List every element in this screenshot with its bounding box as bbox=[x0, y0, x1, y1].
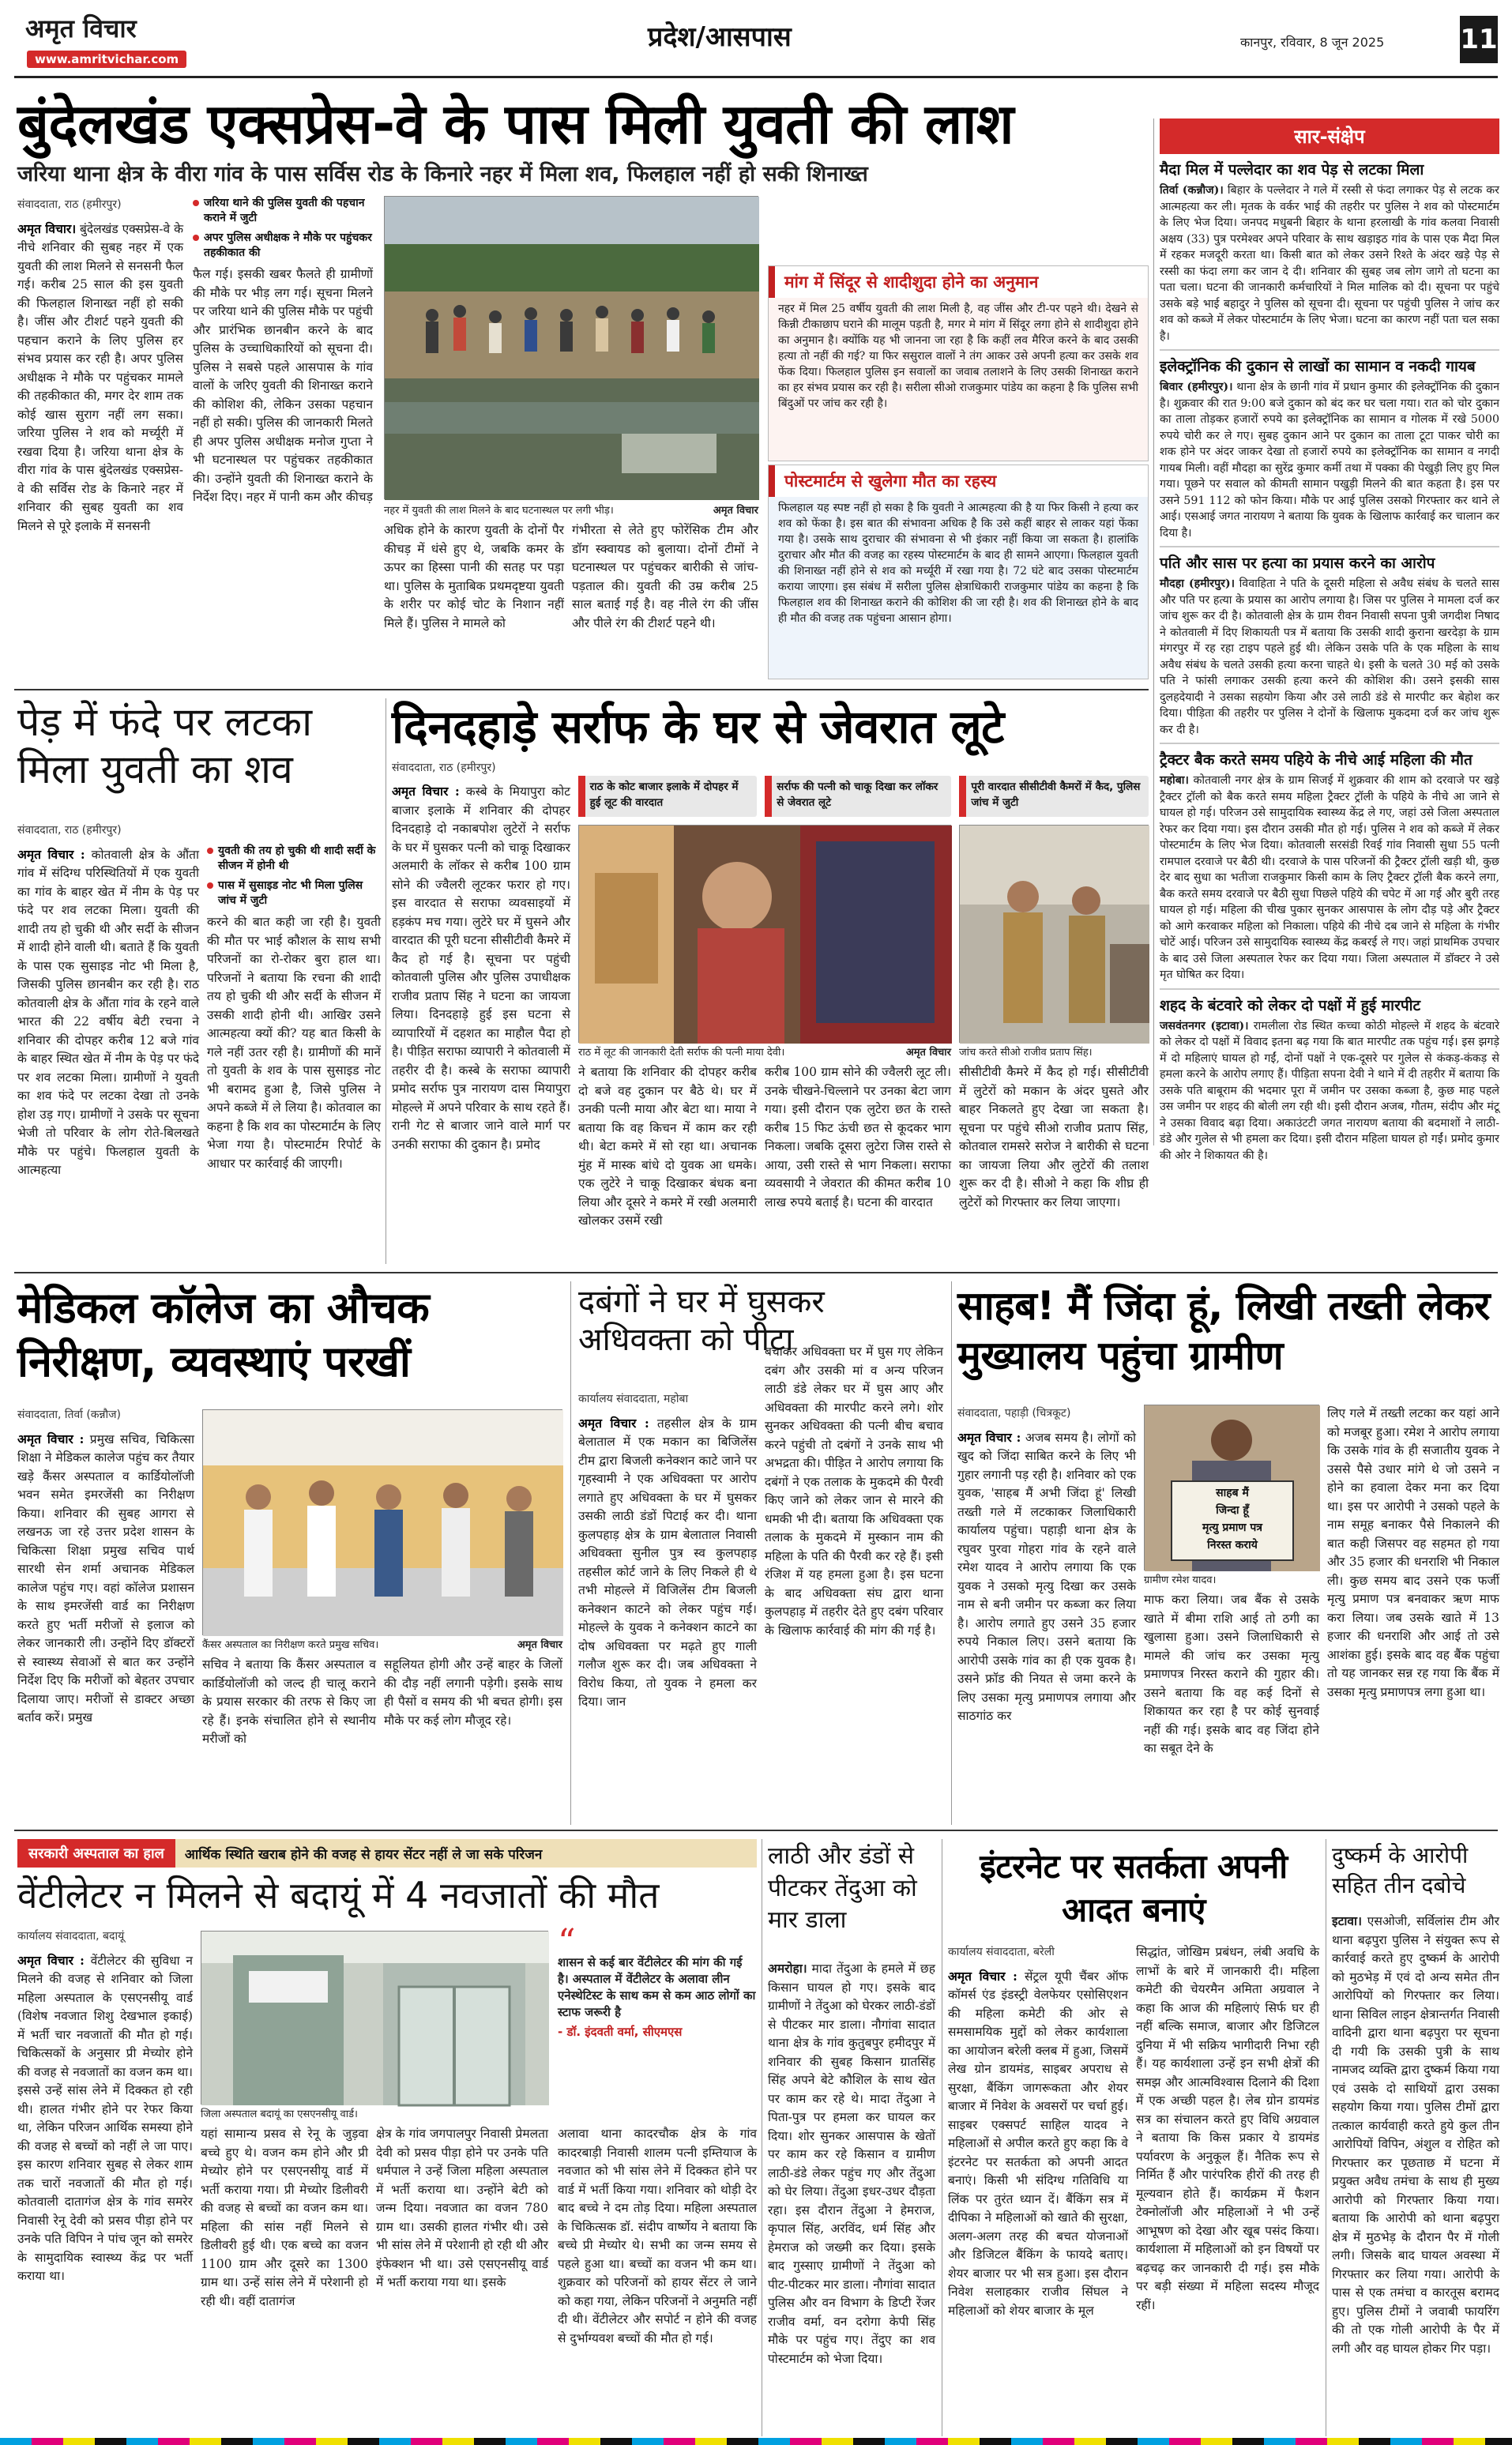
story8-headline: लाठी और डंडों से पीटकर तेंदुआ को मार डाला bbox=[768, 1842, 917, 1934]
sidebar-item-place: बिवार (हमीरपुर)। bbox=[1160, 381, 1233, 393]
story2-dateline: अमृत विचार : bbox=[17, 846, 85, 862]
story1-photo-credit: अमृत विचार bbox=[713, 505, 758, 517]
story2-text-1: कोतवाली क्षेत्र के औंता गांव में संदिग्ध परिस्थितियों में एक युवती का गांव के बाहर खेत में नीम के पेड़ पर फंदे पर शव लटका मिला। युवती की शादी तय हो चुकी थी और सर्दी के सीजन में शादी होने वाली थी। बताते हैं कि युवती के पास एक सुसाइड नोट भी मिला है, जिसकी पुलिस छानबीन कर रही है। राठ कोतवाली क्षेत्र के औंता गांव के रहने वाले भारत की 22 वर्षीय बेटी रचना ने शनिवार की दोपहर करीब 12 बजे गांव के बाहर स्थित खेत में नीम के पेड़ पर फंदे पर शव लटका मिला। ग्रामीणों ने युवती का शव फंदे पर लटका देखा तो उनके होश उड़ गए। ग्रामीणों ने उसके पर सूचना भेजी तो परिवार के लोग रोते-बिलखते मौके पर पहुंचे। फिलहाल युवती के आत्महत्या bbox=[17, 847, 199, 1177]
story5-byline: कार्यालय संवाददाता, महोबा bbox=[578, 1393, 689, 1405]
story5-text-1: तहसील क्षेत्र के ग्राम बेलाताल में एक मकान का बिजिलेंस टीम द्वारा बिजली कनेक्शन काटे जाने पर गृहस्वामी ने एक अधिवक्ता पर आरोप लगाते हुए अधिवक्ता के घर में घुसकर उसकी लाठी डंडों पिटाई कर दी। थाना कुलपहाड़ क्षेत्र के ग्राम बेलाताल निवासी अधिवक्ता सुनील पुत्र स्व कुलपहाड़ तहसील कोर्ट जाने के लिए निकले ही थे तभी मोहल्ले में विजिलेंस टीम बिजली कनेक्शन काटने को लेकर पहुंच गई। मोहल्ले के युवक ने कनेक्शन काटने का दोष अधिवक्ता पर मढ़ते हुए गाली गलौज शुरू कर दी। जब अधिवक्ता ने विरोध किया, तो युवक ने हमला कर दिया। जान bbox=[578, 1416, 757, 1709]
story7-col4: अलावा थाना कादरचौक क्षेत्र के गांव कादरबाड़ी निवासी शालम पत्नी इम्तियाज के नवजात को भी सांस लेने में दिक्कत होने पर वार्ड में भर्ती किया गया। शनिवार को थोड़ी देर बाद बच्चे ने दम तोड़ दिया। महिला अस्पताल के चिकित्सक डॉ. संदीप वार्ष्णेय ने बताया कि बच्चे प्री मेच्योर थे। सभी का जन्म समय से पहले हुआ था। बच्चों का वजन भी कम था। शुक्रवार को परिजनों को हायर सेंटर ले जाने को कहा गया, लेकिन परिजनों ने अनुमति नहीं दी थी। वेंटीलेटर और सपोर्ट न होने की वजह से दुर्भाग्यवश बच्चों की मौत हो गई। bbox=[558, 2127, 757, 2345]
story9-col2: सिद्धांत, जोखिम प्रबंधन, लंबी अवधि के लाभों के बारे में जानकारी दी। महिला कमेटी की चेयरमैन अमिता अग्रवाल ने कहा कि आज की महिलाएं सिर्फ घर ही नहीं बल्कि समाज, बाजार और डिजिटल दुनिया में भी सक्रिय भागीदारी निभा रही हैं। यह कार्यशाला उन्हें इन सभी क्षेत्रों की समझ और आत्मविश्वास दिलाने की दिशा में एक अच्छी पहल है। लेब ग्रोन डायमंड सत्र का संचालन करते हुए विधि अग्रवाल ने बताया कि किस प्रकार ये डायमंड पर्यावरण के अनुकूल हैं। नैतिक रूप से निर्मित हैं और पारंपरिक हीरों की तरह ही मूल्यवान होते हैं। कार्यक्रम में फैशन टेक्नोलॉजी और महिलाओं ने भी उन्हें आभूषण को देखा और खूब पसंद किया। कार्यशाला में महिलाओं को इन विषयों पर बढ़चढ़ कर जानकारी दी गई। इस मौके पर बड़ी संख्या में महिला सदस्य मौजूद रहीं। bbox=[1136, 1945, 1319, 2312]
page-number: 11 bbox=[1460, 16, 1498, 63]
sidebar-item bbox=[1160, 160, 1499, 344]
sidebar-title: सार-संक्षेप bbox=[1160, 118, 1499, 154]
story7-headline: वेंटीलेटर न मिलने से बदायूं में 4 नवजातों की मौत bbox=[17, 1874, 660, 1917]
story6-col3: लिए गले में तख्ती लटका कर यहां आने को मजबूर हुआ। रमेश ने आरोप लगाया कि उसके गांव के ही सजातीय युवक ने उससे पैसे उधार मांगे थे जो उसने न होने का हवाला देकर मना कर दिया था। इस पर आरोपी ने उसको पहले के नाम समूह बनाकर पैसे निकालने की बात कही जिसपर वह सहमत हो गया और 35 हजार की धनराशि भी निकाल ली। कुछ समय बाद उसने एक फर्जी मृत्यु प्रमाण पत्र बनवाकर ऋण माफ करा लिया। जब उसके खाते में 13 हजार की धनराशि और आई तो उसे आशंका हुई। इसके बाद वह बैंक पहुंचा तो यह जानकर सन्न रह गया कि बैंक में उसका मृत्यु प्रमाणपत्र लगा हुआ था। bbox=[1327, 1406, 1499, 1699]
story4-divider bbox=[570, 1281, 571, 1825]
story6-dateline: अमृत विचार : bbox=[957, 1429, 1021, 1445]
story3-byline: संवाददाता, राठ (हमीरपुर) bbox=[392, 762, 496, 774]
story2-col1 bbox=[17, 822, 199, 1264]
story1-caption-text: नहर में युवती की लाश मिलने के बाद घटनास्थल पर लगी भीड़। bbox=[384, 505, 614, 517]
story5-divider bbox=[951, 1281, 952, 1825]
story2-bullet: युवती की तय हो चुकी थी शादी सर्दी के सीजन में होनी थी bbox=[207, 844, 381, 874]
sidebar-item-title: शहद के बंटवारे को लेकर दो पक्षों में हुई मारपीट bbox=[1160, 996, 1421, 1014]
story7-byline: कार्यालय संवाददाता, बदायूं bbox=[17, 1930, 125, 1943]
sidebar-item-place: महोबा। bbox=[1160, 774, 1189, 787]
story6-byline: संवाददाता, पहाड़ी (चित्रकूट) bbox=[957, 1407, 1071, 1420]
story7-col1 bbox=[17, 1928, 193, 2433]
sidebar-item-place: तिर्वा (कन्नौज)। bbox=[1160, 184, 1224, 197]
story1-box-sindoor bbox=[768, 265, 1149, 461]
sidebar-item-text: थाना क्षेत्र के छानी गांव में प्रधान कुमार की इलेक्ट्रॉनिक की दुकान है। शुक्रवार की रात 9:00 बजे दुकान को बंद कर घर चला गया। रात को चोर दुकान का ताला तोड़कर हजारों रुपये का इलेक्ट्रॉनिक का सामान व गोलक में रखे 5000 रुपये चोरी कर ले गए। सुबह दुकान आने पर दुकान का ताला टूटा पाकर चोरी का शक होने पर अंदर जाकर देखा तो हजारों रुपये का इलेक्ट्रॉनिक का सामान व नगदी गायब मिली। वहीं मौदहा का सुरेंद्र कुमार कर्मी तथा में पक्का की पेखुड़ी लिए हुए मिल गया। पूछने पर सवाल को कीमती सामान पखुड़ी मिलने की बात कहता है। इस पर उसने 591 112 को फोन किया। मौके पर आई पुलिस उसको गिरफ्तार कर थाने ले आई। एसआई जगत नारायण ने बताया कि युवक के खिलाफ कार्रवाई कर चालान कर दिया है। bbox=[1160, 381, 1499, 540]
section-title: प्रदेश/आसपास bbox=[648, 21, 792, 53]
sidebar-item-title: पति और सास पर हत्या का प्रयास करने का आरोप bbox=[1160, 555, 1435, 572]
story3-col4: सीसीटीवी कैमरे में कैद हो गई। सीसीटीवी में लुटेरों को मकान के अंदर घुसते और बाहर निकलते हुए देखा जा सकता है। सूचना पर पहुंचे सीओ राजीव प्रताप सिंह, कोतवाल रामसरे सरोज ने बारीकी से घटना का जायजा लिया और लुटेरों की तलाश शुरू कर दी है। सीओ ने कहा कि शीघ्र ही लुटेरों को गिरफ्तार कर लिया जाएगा। bbox=[959, 1065, 1149, 1209]
box-postmortem-title: पोस्टमार्टम से खुलेगा मौत का रहस्य bbox=[769, 465, 1148, 497]
quote-mark-icon: “ bbox=[558, 1922, 576, 1962]
sidebar-item-title: ट्रैक्टर बैक करते समय पहिये के नीचे आई महिला की मौत bbox=[1160, 751, 1473, 769]
story6-headline: साहब! मैं जिंदा हूं, लिखी तख्ती लेकर मुख्यालय पहुंचा ग्रामीण bbox=[957, 1283, 1490, 1379]
story1-photo bbox=[384, 196, 758, 499]
sidebar-item bbox=[1160, 357, 1499, 541]
story1-subhead: जरिया थाना क्षेत्र के वीरा गांव के पास सर्विस रोड के किनारे नहर में मिला शव, फिलहाल नहीं हो सकी शिनाख्त bbox=[17, 162, 868, 186]
story7-kicker2: आर्थिक स्थिति खराब होने की वजह से हायर सेंटर नहीं ले जा सके परिजन bbox=[175, 1839, 757, 1868]
quote-text: शासन से कई बार वेंटीलेटर की मांग की गई है। अस्पताल में वेंटीलेटर के अलावा लीन एनेस्थेटिस्ट के साथ कम से कम आठ लोगों का स्टाफ जरूरी है bbox=[558, 1955, 756, 2019]
story2-text-2: करने की बात कही जा रही है। युवती की मौत पर भाई कौशल के साथ सभी परिजनों का रो-रोकर बुरा हाल था। परिजनों ने बताया कि रचना की शादी तय हो चुकी थी और सर्दी के सीजन में उसकी शादी होनी थी। आखिर उसने आत्महत्या क्यों की? यह बात किसी के गले नहीं उतर रही है। ग्रामीणों की मानें तो युवती के शव के पास सुसाइड नोट भी बरामद हुआ है, जिसे पुलिस ने अपने कब्जे में ले लिया है। कोतवाल का कहना है कि शव का पोस्टमार्टम के लिए भेजा गया है। पोस्टमार्टम रिपोर्ट के आधार पर कार्रवाई की जाएगी। bbox=[207, 915, 381, 1171]
story5-col1 bbox=[578, 1390, 757, 1823]
box-sindoor-title: मांग में सिंदूर से शादीशुदा होने का अनुमान bbox=[769, 266, 1148, 298]
sidebar-item-text: विवाहिता ने पति के दूसरी महिला से अवैध संबंध के चलते सास और पति पर हत्या के प्रयास का आरोप लगाया है। जिस पर पुलिस ने मामला दर्ज कर जांच शुरू कर दी है। कोतवाली क्षेत्र के ग्राम रीवन निवासी सपना पुत्री जगदीश निषाद ने कोतवाली में दिए शिकायती पत्र में बताया कि उसकी शादी कुराना खरदेड़ा के ग्राम मंगरपुर में रह रहा टाइप पहले हुई थी। लेकिन उसके पति के एक महिला के साथ अवैध संबंध के चलते उसकी हत्या करना चाहते थे। इसी के चलते 30 मई को उसके पति ने फांसी लगाकर उसकी हत्या करने की कोशिश की। उसने इसकी सास दुलहदेयादी ने उसका सहयोग किया और उसे लाठी डंडे से मारपीट कर बेहोश कर दिया। पीड़िता की तहरीर पर पुलिस ने दोनों के खिलाफ मुकदमा दर्ज कर जांच शुरू कर दी है। bbox=[1160, 577, 1500, 736]
story1-dateline: अमृत विचार। bbox=[17, 220, 77, 236]
story6-col1 bbox=[957, 1405, 1136, 1823]
story3-col2: ने बताया कि शनिवार की दोपहर करीब दो बजे वह दुकान पर बैठे थे। घर में उनकी पत्नी माया और बेटा था। माया ने बताया कि वह किचन में काम कर रही थी। बेटा कमरे में सो रहा था। अचानक मुंह में मास्क बांधे दो युवक आ धमके। एक लुटेरे ने चाकू दिखाकर बंधक बना लिया और दूसरे ने कमरे में रखी अलमारी खोलकर उसमें रखी bbox=[578, 1065, 757, 1228]
story7-dateline: अमृत विचार : bbox=[17, 1952, 85, 1968]
sidebar-item-title: इलेक्ट्रॉनिक की दुकान से लाखों का सामान व नकदी गायब bbox=[1160, 358, 1476, 375]
sidebar-item-text: कोतवाली नगर क्षेत्र के ग्राम सिजई में शुक्रवार की शाम को दरवाजे पर खड़े ट्रैक्टर ट्रॉली को बैक करते समय महिला ट्रैक्टर ट्रॉली के पहिये के नीचे आ जाने से घायल हो गई। परिजन उसे सामुदायिक स्वास्थ्य केंद्र ले गए, जहां उसे जिला अस्पताल रेफर कर दिया गया। इस दौरान उसकी मौत हो गई। पुलिस ने शव को कब्जे में लेकर पोस्टमार्टम के लिए भेज दिया। कोतवाली सरसंडी रिवई गांव निवासी सुधा 55 पत्नी रामपाल दरवाजे पर बैठी थी। दरवाजे के पास परिजनों की ट्रैक्टर ट्रॉली खड़ी थी, कुछ देर बाद सुधा का भतीजा राजकुमार किसी काम के लिए ट्रैक्टर ट्रॉली बैक करने लगा, बैक करते समय दरवाजे पर बैठी सुधा पिछले पहिये की चपेट में आ गई और बुरी तरह घायल हो गई। महिला की चीख पुकार सुनकर आसपास के लोग दौड़ पड़े और ट्रैक्टर को आगे करवाकर महिला को निकाला। पहिये की नीचे दब जाने से महिला के गंभीर चोटें आई। परिजन उसे सामुदायिक स्वास्थ्य केंद्र कबरई ले गए। जहां प्राथमिक उपचार के बाद उसे जिला अस्पताल रेफर कर दिया गया। जिला अस्पताल में डॉक्टर ने उसे मृत घोषित कर दिया। bbox=[1160, 774, 1499, 981]
story3-headline: दिनदहाड़े सर्राफ के घर से जेवरात लूटे bbox=[392, 700, 1004, 754]
story10-headline: दुष्कर्म के आरोपी सहित तीन दबोचे bbox=[1332, 1842, 1469, 1898]
story9-byline: कार्यालय संवाददाता, बरेली bbox=[948, 1946, 1055, 1958]
story3-tag-text: सर्राफ की पत्नी को चाकू दिखा कर लॉकर से जेवरात लूटे bbox=[777, 781, 938, 809]
story7-col2: यहां सामान्य प्रसव से रेनू के जुड़वा बच्चे हुए थे। वजन कम होने और प्री मेच्योर होने पर एसएनसीयू वार्ड में भर्ती कराया गया। प्री मेच्योर डिलीवरी की वजह से बच्चों का वजन कम था। महिला की सांस नहीं मिलने से डिलीवरी हुई थी। एक बच्चे का वजन 1100 ग्राम और दूसरे का 1300 ग्राम था। उन्हें सांस लेने में परेशानी हो रही थी। वहीं दातागंज bbox=[201, 2127, 368, 2308]
jewelry-theft-photo bbox=[579, 826, 952, 1044]
story1-bullets bbox=[193, 196, 373, 261]
story3-caption1-text: राठ में लूट की जानकारी देती सर्राफ की पत्नी माया देवी। bbox=[578, 1047, 785, 1059]
story9-text-1: सेंट्रल यूपी चैंबर ऑफ कॉमर्स एंड इंडस्ट्री वेलफेयर एसोसिएशन की महिला कमेटी की ओर से समसामयिक मुद्दों को लेकर कार्यशाला का आयोजन बरेली क्लब में हुआ, जिसमें लेख ग्रोन डायमंड, साइबर अपराध से सुरक्षा, बैंकिंग जागरूकता और शेयर बाजार में निवेश के अवसरों पर चर्चा हुई। साइबर एक्सपर्ट साहिल यादव ने महिलाओं से अपील करते हुए कहा कि वे इंटरनेट पर सतर्कता को अपनी आदत बनाएं। किसी भी संदिग्ध गतिविधि या लिंक पर तुरंत ध्यान दें। बैंकिंग सत्र में दीपिका ने महिलाओं को खाते की सुरक्षा, अलग-अलग तरह की बचत योजनाओं और डिजिटल बैंकिंग के फायदे बताए। शेयर बाजार पर भी सत्र हुआ। इस दौरान निवेश सलाहकार राजीव सिंघल ने महिलाओं को शेयर बाजार के मूल bbox=[948, 1969, 1128, 2318]
story6-text-1: अजब समय है। लोगों को खुद को जिंदा साबित करने के लिए भी गुहार लगानी पड़ रही है। शनिवार को एक युवक, 'साहब मैं अभी जिंदा हूं' लिखी तख्ती गले में लटकाकर जिलाधिकारी कार्यालय पहुंचा। पहाड़ी थाना क्षेत्र के रघुवर पुरवा गोहरा गांव के रहने वाले रमेश यादव ने आरोप लगाया कि एक युवक ने उसको मृत्यु दिखा कर उसके नाम से बनी जमीन पर कब्जा कर लिया है। आरोप लगाते हुए उसने 35 हजार रुपये निकाल लिए। उसने बताया कि आरोपी उसके गांव का ही एक युवक है। उसने फ्रॉड की नियत से जमा करने के लिए उसका मृत्यु प्रमाणपत्र लगाया और साठगांठ कर bbox=[957, 1430, 1136, 1723]
story2-bullets bbox=[207, 844, 381, 908]
sidebar-item-text: बिहार के पल्लेदार ने गले में रस्सी से फंदा लगाकर पेड़ से लटक कर आत्महत्या कर ली। मृतक के वर्कर भाई की तहरीर पर पुलिस ने शव को पोस्टमार्टम के लिए भेज दिया। जनपद मधुबनी बिहार के थाना हरलाखी के गांव कलवा निवासी अक्षय (33) पुत्र परमेश्वर अपने परिवार के साथ खड़ाइठ गांव के पास एक मैदा मिल में रहकर मजदूरी करता था। किसी बात को लेकर उसने रिश्ते के अंदर खड़े पेड़ से रस्सी का फंदा लगा कर जान दे दी। शनिवार की सुबह जब लोग जागे तो घटना का पता चला। घटना की जानकारी कर्मचारियों ने मिल मालिक को दी। सूचना पर पहुंचे उसके बड़े भाई बहादुर ने पुलिस को सूचना दी। सूचना पर पहुंची पुलिस ने जांच कर शव को कब्जे में लेकर पोस्टमार्टम के लिए भेजा। घटना का कारण नहीं पता चल सका है। bbox=[1160, 184, 1499, 343]
header-rule bbox=[14, 76, 1498, 78]
story3-dateline: अमृत विचार : bbox=[392, 784, 460, 799]
story1-col4: गंभीरता से लेते हुए फोरेंसिक टीम और डॉग स्क्वायड को बुलाया। दोनों टीमों ने घटनास्थल पर पहुंचकर बारीकी से जांच-पड़ताल की। युवती की उम्र करीब 25 साल बताई गई है। वह नीले रंग की जींस और पीले रंग की टीशर्ट पहने थी। bbox=[572, 523, 758, 630]
sidebar bbox=[1160, 118, 1500, 1162]
story3-caption1 bbox=[578, 1044, 951, 1059]
placard-line: साहब मैं bbox=[1216, 1487, 1249, 1499]
sidebar-divider bbox=[1153, 118, 1154, 1145]
story9-dateline: अमृत विचार : bbox=[948, 1968, 1017, 1984]
story3-tag-text: पूरी वारदात सीसीटीवी कैमरों में कैद, पुलिस जांच में जुटी bbox=[971, 781, 1141, 809]
placard-line: मृत्यु प्रमाण पत्र bbox=[1202, 1522, 1263, 1534]
story5-headline-line2: अधिवक्ता को पीटा bbox=[578, 1322, 794, 1358]
story4-credit: अमृत विचार bbox=[517, 1639, 562, 1651]
row-rule bbox=[14, 689, 1149, 690]
story3-tag bbox=[578, 776, 757, 817]
logo: अमृत विचार bbox=[25, 13, 137, 43]
issue-date: कानपुर, रविवार, 8 जून 2025 bbox=[1240, 35, 1385, 50]
story3-photo-victim bbox=[578, 825, 951, 1043]
story8-place: अमरोहा। bbox=[768, 1961, 807, 1976]
story3-credit1: अमृत विचार bbox=[905, 1047, 951, 1059]
story9-col1 bbox=[948, 1943, 1128, 2433]
story5-headline-line1: दबंगों ने घर में घुसकर bbox=[578, 1284, 825, 1320]
story10-text-body: एसओजी, सर्विलांस टीम और थाना बढ़पुरा पुलिस ने संयुक्त रूप से कार्रवाई करते हुए दुष्कर्म के आरोपी को मुठभेड़ में एवं दो अन्य समेत तीन आरोपियों को गिरफ्तार कर लिया। थाना सिविल लाइन क्षेत्रान्तर्गत निवासी वादिनी द्वारा थाना बढ़पुरा पर सूचना दी गयी कि उसकी पुत्री के साथ नामजद व्यक्ति द्वारा दुष्कर्म किया गया एवं उसके दो साथियों द्वारा उसका सहयोग किया गया। पुलिस टीमों द्वारा तत्काल कार्यवाही करते हुये कुल तीन आरोपियों विपिन, अंशुल व रोहित को गिरफ्तार कर पूछताछ में घटना में प्रयुक्त अवैध तमंचा के साथ ही मुख्य आरोपी को गिरफ्तार किया गया। बताया कि आरोपी को थाना बढ़पुरा क्षेत्र में मुठभेड़ के दौरान पैर में गोली लगी। जिसके बाद घायल अवस्था में गिरफ्तार कर लिया गया। आरोपी के पास से एक तमंचा व कारतूस बरामद हुए। पुलिस टीमों ने जवाबी फायरिंग की तो एक गोली आरोपी के पैर में लगी और वह घायल होकर गिर पड़ा। bbox=[1332, 1914, 1499, 2356]
story10-place: इटावा। bbox=[1332, 1913, 1362, 1928]
story3-tag bbox=[959, 776, 1149, 817]
placard-line: जिन्दा हूँ bbox=[1216, 1504, 1249, 1517]
story4-col1 bbox=[17, 1406, 194, 1817]
story1-col1 bbox=[17, 196, 183, 678]
story4-dateline: अमृत विचार : bbox=[17, 1431, 85, 1446]
sidebar-item bbox=[1160, 996, 1499, 1164]
story1-col3: अधिक होने के कारण युवती के दोनों पैर कीचड़ में धंसे हुए थे, जबकि कमर के ऊपर का हिस्सा पानी की सतह पर पड़ा था। पुलिस के मुताबिक प्रथमदृष्टया युवती के शरीर पर कोई चोट के निशान नहीं मिले हैं। पुलिस ने मामले को bbox=[384, 523, 564, 630]
story3-text-1: कस्बे के मियापुरा कोट बाजार इलाके में शनिवार की दोपहर दिनदहाड़े दो नकाबपोश लुटेरों ने सर्राफ के घर में घुसकर पत्नी को चाकू दिखाकर अलमारी के लॉकर से करीब 100 ग्राम सोने की ज्वैलरी लूटकर फरार हो गए। इस वारदात से सराफा व्यवसाइयों में हड़कंप मच गया। लुटेरे घर में घुसने और वारदात की पूरी घटना सीसीटीवी कैमरे में कैद हो गई है। सूचना पर पहुंची कोतवाली पुलिस और पुलिस उपाधीक्षक राजीव प्रताप सिंह ने घटना का जायजा लिया। दिनदहाड़े हुई इस घटना से व्यापारियों में दहशत का माहौल पैदा हो है। पीड़ित सराफा व्यापारी ने कोतवाली में तहरीर दी है। कस्बे के सराफा व्यापारी प्रमोद सर्राफ पुत्र नारायण दास मियापुरा मोहल्ले में अपने परिवार के साथ रहते हैं। रानी गेट से बाजार जाने वाले मार्ग पर उनकी सराफा की दुकान है। प्रमोद bbox=[392, 784, 570, 1152]
story7-caption: जिला अस्पताल बदायूं का एसएनसीयू वार्ड। bbox=[201, 2108, 358, 2120]
story4-col3: सहूलियत होगी और उन्हें बाहर के जिलों की दौड़ नहीं लगानी पड़ेगी। इसके साथ ही पैसों व समय की भी बचत होगी। इस मौके पर कई लोग मौजूद रहे। bbox=[384, 1657, 562, 1728]
story7-kicker-bar bbox=[17, 1839, 757, 1868]
story4-col2: सचिव ने बताया कि कैंसर अस्पताल व कार्डियोलॉजी को जल्द ही चालू कराने के प्रयास सरकार की तरफ से किए जा रहे हैं। इनके संचालित होने से स्थानीय मरीजों को bbox=[202, 1657, 376, 1746]
story4-text-1: प्रमुख सचिव, चिकित्सा शिक्षा ने मेडिकल कालेज पहुंच कर तैयार खड़े कैंसर अस्पताल व कार्डियोलॉजी भवन समेत इमरजेंसी का निरीक्षण किया। शनिवार की सुबह आगरा से लखनऊ जा रहे उत्तर प्रदेश शासन के चिकित्सा शिक्षा प्रमुख सचिव पार्थ सारथी सेन शर्मा अचानक मेडिकल कालेज पहुंच गए। वहां कॉलेज प्रशासन के साथ इमरजेंसी वार्ड का निरीक्षण करते हुए भर्ती मरीजों से इलाज को लेकर जानकारी ली। उन्होंने दिए डॉक्टरों से स्वास्थ्य सेवाओं से बात कर उन्होंने निर्देश दिए कि मरीजों को बेहतर उपचार दिलाया जाए। मरीजों से डाक्टर अच्छा बर्ताव करें। प्रमुख bbox=[17, 1431, 195, 1725]
story8-text-body: मादा तेंदुआ के हमले में छह किसान घायल हो गए। इसके बाद ग्रामीणों ने तेंदुआ को घेरकर लाठी-डंडों से पीटकर मार डाला। नौगांवा सादात थाना क्षेत्र के गांव कुतुबपुर हमीदपुर में शनिवार की सुबह किसान ग्रातसिंह सिंह अपने बेटे कौशिल के साथ खेत पर काम कर रहे थे। मादा तेंदुआ ने पिता-पुत्र पर हमला कर घायल कर दिया। शोर सुनकर आसपास के खेतों पर काम कर रहे किसान व ग्रामीण लाठी-डंडे लेकर पहुंच गए और तेंदुआ को घेर लिया। तेंदुआ इधर-उधर दौड़ता रहा। इस दौरान तेंदुआ ने हेमराज, कृपाल सिंह, अरविंद, धर्म सिंह और हेमराज को जख्मी कर दिया। इसके बाद गुस्साए ग्रामीणों ने तेंदुआ को पीट-पीटकर मार डाला। नौगांवा सादात पुलिस और वन विभाग के डिप्टी रेंजर राजीव वर्मा, वन दरोगा केपी सिंह मौके पर पहुंच गए। तेंदुए का शव पोस्टमार्टम को भेजा दिया। bbox=[768, 1962, 935, 2366]
story1-bullet: अपर पुलिस अधीक्षक ने मौके पर पहुंचकर तहकीकात की bbox=[193, 231, 373, 261]
story7-col3: क्षेत्र के गांव जगपालपुर निवासी प्रेमलता देवी को प्रसव पीड़ा होने पर उनके पति धर्मपाल ने उन्हें जिला महिला अस्पताल में भर्ती कराया था। उन्होंने बेटी को जन्म दिया। नवजात का वजन 780 ग्राम था। उसकी हालत गंभीर थी। उसे भी सांस लेने में परेशानी हो रही थी और इंफेक्शन भी था। उसे एसएनसीयू वार्ड में भर्ती कराया गया था। इसके bbox=[376, 2127, 548, 2289]
story7-kicker: सरकारी अस्पताल का हाल bbox=[17, 1839, 175, 1868]
story4-byline: संवाददाता, तिर्वा (कन्नौज) bbox=[17, 1409, 122, 1421]
story3-col1 bbox=[392, 782, 570, 1264]
story1-box-postmortem bbox=[768, 465, 1149, 679]
story4-caption-text: कैंसर अस्पताल का निरीक्षण करते प्रमुख सचिव। bbox=[202, 1639, 379, 1651]
placard-line: निरस्त कराये bbox=[1207, 1539, 1258, 1552]
story3-col3: करीब 100 ग्राम सोने की ज्वैलरी लूट ली। उनके चीखने-चिल्लाने पर उनका बेटा जाग गया। इसी दौरान एक लुटेरा छत के रास्ते करीब 15 फिट ऊंची छत से कूदकर भाग निकला। जबकि दूसरा लुटेरा जिस रास्ते से आया, उसी रास्ते से भाग निकला। सराफा व्यवसायी ने जेवरात की कीमत करीब 10 लाख रुपये बताई है। घटना की वारदात bbox=[765, 1065, 951, 1209]
box-postmortem-text: फिलहाल यह स्पष्ट नहीं हो सका है कि युवती ने आत्महत्या की है या फिर किसी ने हत्या कर शव को फेंका है। इस बात की संभावना अधिक है कि उसे कहीं बाहर से लाकर यहां फेंका गया है। उसके साथ दुराचार की संभावना से भी इंकार नहीं किया जा सकता है। हालांकि दुराचार और मौत की वजह का रहस्य पोस्टमार्टम के बाद ही सामने आएगा। फिलहाल युवती की शिनाख्त नहीं होने से शव को मर्च्यूरी में रखा गया है। 72 घंटे बाद उसका पोस्टमार्टम कराया जाएगा। इस संबंध में सरीला पुलिस क्षेत्राधिकारी राजकुमार पांडेय का कहना है कि फिलहाल शव की शिनाख्त कराने की कोशिश की जा रही है। शव की शिनाख्त होने के बाद ही मौत की वजह तक पहुंचना आसान होगा। bbox=[778, 502, 1138, 625]
story3-tag-text: राठ के कोट बाजार इलाके में दोपहर में हुई लूट की वारदात bbox=[589, 781, 739, 809]
story3-tag bbox=[765, 776, 951, 817]
placard-text bbox=[1173, 1484, 1292, 1554]
sidebar-item-text: रामलीला रोड स्थित कच्चा कोठी मोहल्ले में शहद के बंटवारे को लेकर दो पक्षों में विवाद इतना बढ़ गया कि बात मारपीट तक पहुंच गई। इस झगड़े में दो महिलाएं घायल हो गईं, दोनों पक्षों ने एक-दूसरे पर गुलेल से कंकड़-कंकड़ से हमला करने के आरोप लगाए हैं। पीड़िता सपना देवी ने थाने में दी तहरीर में बताया कि उसके पति बाबूराम की भदमार पूरा में जमीन पर उसका कब्जा है, कुछ माह पहले उस जमीन पर शहद की बोली लग रही थी। इसी दौरान अजब, गौतम, संदीप और मंटू ने उसका विवाद बढ़ा दिया। अकाउंटटी जगत नारायण बताया की बदमाशों ने लाठी-डंडे और गुलेल से भी हमला कर दिया। इसी दौरान महिला घायल हो गईं। प्रमोद कुमार की ओर ने शिकायत की है। bbox=[1160, 1019, 1500, 1162]
story7-quote bbox=[558, 1922, 757, 2105]
story3-caption2: जांच करते सीओ राजीव प्रताप सिंह। bbox=[959, 1047, 1093, 1059]
story6-col2: माफ करा लिया। जब बैंक से उसके खाते में बीमा राशि आई तो ठगी का खुलासा हुआ। उसने जिलाधिकारी से मामले की जांच कर उसका मृत्यु प्रमाणपत्र निरस्त कराने की गुहार की। उसने बताया कि वह कई दिनों से शिकायत कर रहा है पर कोई सुनवाई नहीं की गई। इसके बाद वह जिंदा होने का सबूत देने के bbox=[1144, 1593, 1319, 1755]
story1-text-1: बुंदेलखंड एक्सप्रेस-वे के नीचे शनिवार की सुबह नहर में एक युवती की लाश मिलने से सनसनी फैल गई। करीब 25 साल की इस युवती की फिलहाल शिनाख्त नहीं हो सकी है। जींस और टीशर्ट पहने युवती की पहचान कराने के लिए पुलिस हर संभव प्रयास कर रही है। अपर पुलिस अधीक्षक ने मौके पर पहुंचकर मामले की तहकीकात की, मगर देर शाम तक कोई खास सुराग नहीं लग सका। जरिया पुलिस ने शव को मर्च्यूरी में रखवा दिया है। जरिया थाना क्षेत्र के वीरा गांव के पास बुंदेलखंड एक्सप्रेस-वे की सर्विस रोड के किनारे नहर में शनिवार की सुबह युवती का शव मिलने से पूरे इलाके में सनसनी bbox=[17, 221, 183, 533]
story6-caption: ग्रामीण रमेश यादव। bbox=[1144, 1574, 1217, 1586]
story10-text bbox=[1332, 1912, 1499, 2433]
sidebar-item bbox=[1160, 554, 1499, 738]
canal-crowd-photo bbox=[385, 197, 759, 500]
row-rule bbox=[14, 1272, 1498, 1273]
story1-byline: संवाददाता, राठ (हमीरपुर) bbox=[17, 198, 122, 211]
story3-photo-police bbox=[959, 825, 1149, 1043]
story1-headline: बुंदेलखंड एक्सप्रेस-वे के पास मिली युवती की लाश bbox=[17, 92, 1014, 156]
sidebar-item-place: मौदहा (हमीरपुर)। bbox=[1160, 577, 1236, 590]
story1-photo-caption bbox=[384, 502, 758, 517]
hospital-inspection-photo bbox=[203, 1410, 563, 1636]
sidebar-item-title: मैदा मिल में पल्लेदार का शव पेड़ से लटका मिला bbox=[1160, 161, 1424, 179]
site-url[interactable]: www.amritvichar.com bbox=[27, 51, 186, 68]
box-sindoor-text: नहर में मिल 25 वर्षीय युवती की लाश मिली है, वह जींस और टी-पर पहने थी। देखने से किन्नी टीकाछाप घराने की मालूम पड़ती है, मगर मे मांग में सिंदूर लगा होने से शादीशुदा होने का अनुमान है। क्योंकि यह भी जानना जा रहा है कि कहीं लव मैरिज करने के बाद उसकी हत्या तो नहीं की गई? या फिर ससुराल वालों ने तंग आकर उसे अपनी हत्या कर उसके शव फेंक दिया। फिलहाल पुलिस इन सवालों का जवाब तलाशने के लिए उसकी शिनाख्त कराने का हर संभव प्रयास कर रही है। सरीला सीओ राजकुमार पांडेय का कहना है कि पुलिस सभी बिंदुओं पर जांच कर रही है। bbox=[778, 303, 1138, 410]
story1-col2 bbox=[193, 196, 373, 678]
story8-text bbox=[768, 1959, 935, 2433]
story2-byline: संवाददाता, राठ (हमीरपुर) bbox=[17, 824, 122, 837]
row-rule bbox=[14, 1830, 1498, 1831]
story2-col2 bbox=[207, 822, 381, 1264]
story6-photo bbox=[1144, 1405, 1319, 1570]
story7-photo bbox=[201, 1931, 548, 2105]
story1-text-2: फैल गई। इसकी खबर फैलते ही ग्रामीणों की मौके पर भीड़ लग गई। सूचना मिलने पर जरिया थाने की पुलिस मौके पर पहुंची और प्रारंभिक छानबीन करने के बाद पुलिस के उच्चाधिकारियों को सूचना दी। पुलिस ने सबसे पहले आसपास के गांव वालों के जरिए युवती की शिनाख्त कराने की कोशिश की, लेकिन उसका पहचान नहीं हो सकी। पुलिस की जानकारी मिलते ही अपर पुलिस अधीक्षक मनोज गुप्ता ने भी घटनास्थल पर पहुंचकर तहकीकात की। उन्होंने युवती की शिनाख्त कराने के निर्देश दिए। नहर में पानी कम और कीचड़ bbox=[193, 267, 373, 504]
story1-bullet: जरिया थाने की पुलिस युवती की पहचान कराने में जुटी bbox=[193, 196, 373, 226]
story4-photo bbox=[202, 1409, 562, 1635]
story4-caption bbox=[202, 1637, 562, 1651]
masthead bbox=[0, 0, 1512, 76]
story4-headline: मेडिकल कॉलेज का औचक निरीक्षण, व्यवस्थाएं परखीं bbox=[17, 1283, 430, 1386]
sncu-ward-photo bbox=[201, 1932, 549, 2105]
sidebar-item-place: जसवंतनगर (इटावा)। bbox=[1160, 1019, 1249, 1033]
print-color-bar bbox=[0, 2438, 1512, 2445]
story9-headline: इंटरनेट पर सतर्कता अपनी आदत बनाएं bbox=[980, 1847, 1288, 1929]
story2-headline: पेड़ में फंदे पर लटका मिला युवती का शव bbox=[17, 699, 313, 792]
story2-bullet: पास में सुसाइड नोट भी मिला पुलिस जांच में जुटी bbox=[207, 878, 381, 908]
sidebar-item bbox=[1160, 750, 1499, 984]
quote-by: - डॉ. इंदवती वर्मा, सीएमएस bbox=[558, 2025, 683, 2039]
story5-dateline: अमृत विचार : bbox=[578, 1415, 649, 1431]
story5-col2: बचाकर अधिवक्ता घर में घुस गए लेकिन दबंग और उसकी मां व अन्य परिजन लाठी डंडे लेकर घर में घुस आए और अधिवक्ता की मारपीट करने लगे। शोर सुनकर अधिवक्ता की पत्नी बीच बचाव करने पहुंची तो दबंगों ने उनके साथ भी अभद्रता की। पीड़ित ने आरोप लगाया कि दबंगों ने एक तलाक के मुकदमे की पैरवी किए जाने को लेकर जान से मारने की धमकी भी दी। बताया कि अधिवक्ता एक तलाक के मुकदमे में मुस्कान नाम की महिला के पति की पैरवी कर रहे हैं। इसी रंजिश में यह हमला हुआ है। इस घटना के बाद अधिवक्ता संघ द्वारा थाना कुलपहाड़ में तहरीर देते हुए दबंग परिवार के खिलाफ कार्रवाई की मांग की गई है। bbox=[765, 1345, 943, 1638]
story7-text-1: वेंटीलेटर की सुविधा न मिलने की वजह से शनिवार को जिला महिला अस्पताल के एसएनसीयू वार्ड (विशेष नवजात शिशु देखभाल इकाई) में भर्ती चार नवजातों की मौत हो गई। चिकित्सकों के अनुसार प्री मेच्योर होने की वजह से नवजातों का वजन कम था। इससे उन्हें सांस लेने में दिक्कत हो रही थी। हालत गंभीर होने पर रेफर किया था, लेकिन परिजन आर्थिक समस्या होने की वजह से बच्चों को नहीं ले जा पाए। इस कारण शनिवार सुबह से लेकर शाम तक चारों नवजातों की मौत हो गई। कोतवाली दातागंज क्षेत्र के गांव समरेर निवासी रेनू देवी को प्रसव पीड़ा होने पर उनके पति विपिन ने पांच जून को समरेर के सामुदायिक स्वास्थ्य केंद्र पर भर्ती कराया था। bbox=[17, 1953, 193, 2283]
police-inspection-photo bbox=[960, 826, 1149, 1044]
